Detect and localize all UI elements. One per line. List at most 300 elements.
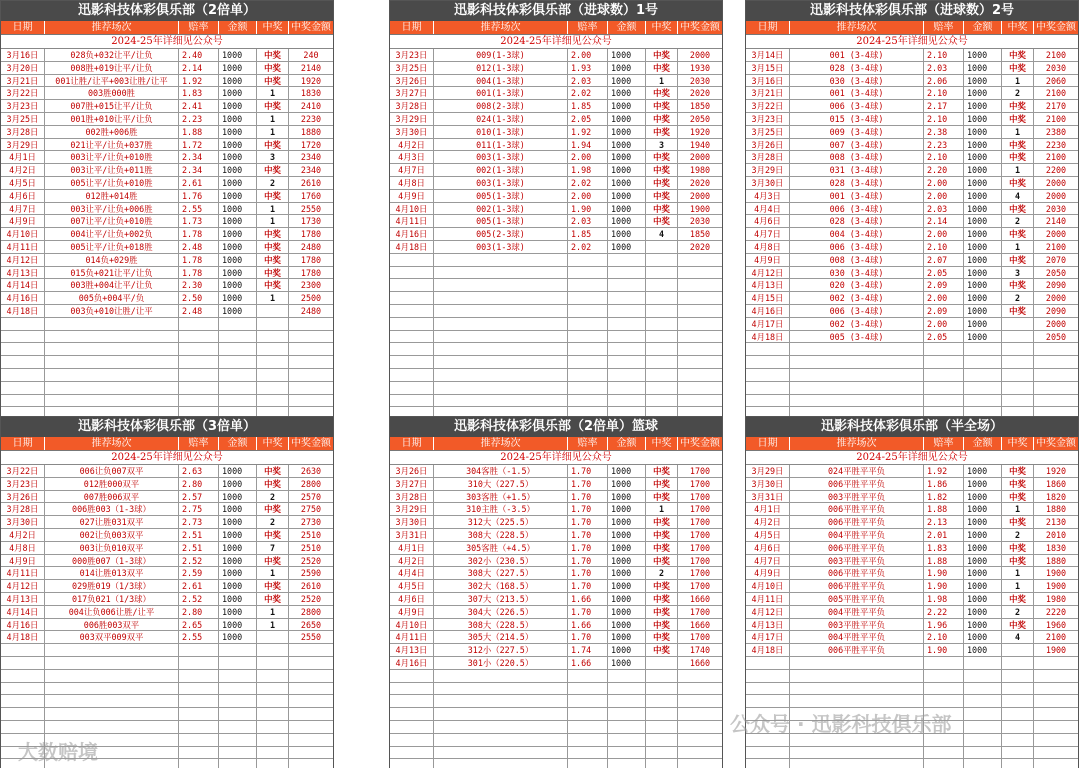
cell-odds: 1.73 [179,215,219,227]
cell-match: 002 (3-4球) [790,292,924,304]
cell-payout: 1700 [689,504,711,515]
cell-payout [678,670,722,682]
cell-odds: 1.85 [568,228,608,240]
table-row [746,279,1078,292]
table-panel-1 [0,0,334,434]
header-win: 中奖 [1002,21,1034,34]
cell-match [790,369,924,381]
cell-payout: 1820 [1045,491,1067,502]
cell-win [1002,318,1034,330]
cell-win [646,382,678,394]
cell-match: 304大（226.5） [434,606,568,618]
cell-odds: 1.90 [924,644,964,656]
table-row [1,87,333,100]
cell-odds: 1.70 [568,542,608,554]
cell-payout: 2300 [300,280,322,291]
cell-match: 005(1-3球) [434,215,568,227]
table-row [390,503,722,516]
cell-win: 中奖 [646,126,678,138]
table-row [1,369,333,382]
cell-match [434,747,568,759]
cell-match: 001 (3-4球) [790,190,924,202]
cell-amount [608,747,646,759]
cell-odds: 1.70 [568,478,608,490]
header-win: 中奖 [1002,437,1034,450]
cell-amount: 1000 [964,644,1002,656]
cell-date [746,395,790,407]
cell-amount: 1000 [219,87,257,99]
cell-odds: 2.34 [179,164,219,176]
table-row [390,241,722,254]
cell-date: 3月25日 [1,113,45,125]
header-match: 推荐场次 [790,21,924,34]
cell-date [390,369,434,381]
cell-date: 3月30日 [746,177,790,189]
cell-amount: 1000 [964,139,1002,151]
cell-amount: 1000 [608,87,646,99]
cell-date [1,382,45,394]
cell-odds: 2.59 [179,567,219,579]
cell-win: 中奖 [257,503,289,515]
cell-amount [608,708,646,720]
table-row [746,87,1078,100]
cell-amount: 1000 [608,241,646,253]
table-row [746,203,1078,216]
table-row [1,267,333,280]
header-payout: 中奖金额 [680,438,720,449]
cell-win: 3 [1002,267,1034,279]
header-match: 推荐场次 [45,21,179,34]
cell-amount [219,708,257,720]
cell-amount [219,382,257,394]
cell-match: 003双平009双平 [45,631,179,643]
cell-date [1,683,45,695]
cell-odds: 1.83 [179,87,219,99]
cell-odds: 1.66 [568,657,608,669]
cell-odds: 1.96 [924,619,964,631]
cell-amount: 1000 [608,228,646,240]
table-header [390,21,722,35]
cell-amount [964,657,1002,669]
cell-win: 1 [1002,503,1034,515]
cell-payout: 1660 [689,593,711,604]
header-match: 推荐场次 [434,21,568,34]
cell-payout [678,318,722,330]
cell-amount: 1000 [219,593,257,605]
cell-payout [678,382,722,394]
table-row [1,318,333,331]
cell-odds: 1.88 [924,555,964,567]
cell-payout [678,369,722,381]
table-panel-3 [745,0,1079,434]
table-row [1,190,333,203]
table-row [1,343,333,356]
cell-date [746,356,790,368]
table-panel-2 [389,0,723,434]
cell-odds: 1.98 [568,164,608,176]
cell-payout: 1850 [689,229,711,240]
cell-date: 4月18日 [390,241,434,253]
cell-odds: 1.70 [568,567,608,579]
cell-win: 1 [646,75,678,87]
cell-win: 2 [646,567,678,579]
cell-payout: 1760 [300,190,322,201]
cell-win [257,670,289,682]
cell-payout: 2100 [1045,152,1067,163]
cell-amount: 1000 [219,503,257,515]
cell-odds [179,670,219,682]
cell-win [1002,382,1034,394]
cell-odds [568,267,608,279]
table-row [746,606,1078,619]
cell-win: 2 [257,491,289,503]
header-odds: 赔率 [179,21,219,34]
cell-payout: 2070 [1045,254,1067,265]
table-note: 2024-25年详细见公众号 [1,35,333,49]
cell-match: 303客胜（+1.5） [434,491,568,503]
header-match: 推荐场次 [434,437,568,450]
cell-date: 4月10日 [390,203,434,215]
cell-payout: 1780 [300,229,322,240]
cell-odds [924,759,964,768]
cell-date [1,708,45,720]
cell-odds: 1.92 [924,465,964,477]
cell-payout: 2000 [689,50,711,60]
cell-date: 4月9日 [1,215,45,227]
table-row [1,254,333,267]
cell-date: 4月10日 [746,580,790,592]
table-row [746,113,1078,126]
cell-payout [289,382,333,394]
table-header [1,21,333,35]
cell-match: 308大（228.5） [434,619,568,631]
cell-amount [964,382,1002,394]
cell-date: 4月11日 [390,631,434,643]
cell-win: 中奖 [1002,516,1034,528]
cell-payout: 1900 [1045,568,1067,579]
cell-odds: 2.01 [924,529,964,541]
table-note: 2024-25年详细见公众号 [1,451,333,465]
cell-amount [964,734,1002,746]
cell-win: 中奖 [646,478,678,490]
cell-payout: 2570 [300,491,322,502]
table-panel-5 [389,416,723,768]
cell-odds [179,734,219,746]
table-row [390,542,722,555]
table-row [390,695,722,708]
cell-amount [608,670,646,682]
cell-date: 4月9日 [390,606,434,618]
cell-amount: 1000 [608,139,646,151]
table-row [390,164,722,177]
cell-match: 003(1-3球) [434,151,568,163]
table-row [1,631,333,644]
cell-payout: 2050 [689,113,711,124]
cell-odds: 2.50 [179,292,219,304]
cell-amount: 1000 [964,292,1002,304]
cell-payout: 1700 [689,542,711,553]
cell-win [646,747,678,759]
cell-match: 003胜000胜 [45,87,179,99]
table-row [746,62,1078,75]
cell-win: 中奖 [257,100,289,112]
header-amount: 金额 [219,437,257,450]
cell-match [790,670,924,682]
cell-amount [964,721,1002,733]
cell-win: 中奖 [646,644,678,656]
cell-payout: 1660 [689,619,711,630]
cell-odds: 2.61 [179,580,219,592]
cell-win [646,670,678,682]
cell-win: 中奖 [1002,228,1034,240]
cell-win: 中奖 [646,215,678,227]
cell-odds: 2.05 [924,331,964,343]
cell-amount [219,395,257,407]
cell-odds: 2.55 [179,631,219,643]
cell-win: 中奖 [646,529,678,541]
cell-amount: 1000 [964,305,1002,317]
cell-payout: 1900 [1045,645,1067,656]
cell-match: 005(1-3球) [434,190,568,202]
cell-win [257,631,289,643]
cell-date [390,254,434,266]
cell-odds [179,708,219,720]
cell-amount: 1000 [608,49,646,61]
cell-match [434,343,568,355]
cell-odds: 2.05 [924,267,964,279]
table-row [1,49,333,62]
cell-date: 4月15日 [746,292,790,304]
cell-odds: 2.41 [179,100,219,112]
cell-payout: 2410 [300,101,322,112]
table-row [1,683,333,696]
cell-match: 305大（214.5） [434,631,568,643]
cell-payout: 2090 [1045,305,1067,316]
cell-win [646,305,678,317]
cell-date: 4月7日 [390,164,434,176]
cell-payout [289,721,333,733]
cell-date [1,657,45,669]
cell-odds [568,382,608,394]
cell-win: 中奖 [257,190,289,202]
table-row [746,190,1078,203]
cell-win: 中奖 [646,100,678,112]
cell-payout [1034,683,1078,695]
cell-payout: 2230 [300,113,322,124]
cell-match: 008 (3-4球) [790,254,924,266]
cell-match: 012胜000双平 [45,478,179,490]
header-date: 日期 [390,21,434,34]
header-odds: 赔率 [568,21,608,34]
cell-odds: 2.14 [924,215,964,227]
cell-odds: 2.09 [924,305,964,317]
cell-odds [924,657,964,669]
cell-win [646,267,678,279]
cell-win: 1 [257,203,289,215]
table-row [1,113,333,126]
cell-odds [924,395,964,407]
cell-payout [1034,695,1078,707]
cell-date: 3月29日 [746,465,790,477]
cell-date: 3月28日 [390,491,434,503]
cell-payout: 2000 [689,152,711,163]
table-row [746,503,1078,516]
cell-win: 中奖 [646,606,678,618]
cell-payout: 2170 [1045,101,1067,112]
cell-payout: 1920 [689,126,711,137]
cell-odds: 2.65 [179,619,219,631]
table-row [746,305,1078,318]
cell-date: 4月7日 [746,228,790,240]
table-note: 2024-25年详细见公众号 [746,451,1078,465]
table-row [390,318,722,331]
cell-odds: 2.10 [924,151,964,163]
cell-date [390,695,434,707]
cell-date: 3月28日 [1,126,45,138]
cell-odds: 1.90 [568,203,608,215]
cell-odds: 2.14 [179,62,219,74]
header-date: 日期 [746,437,790,450]
table-row [1,151,333,164]
cell-payout: 2800 [300,478,322,489]
cell-odds: 1.92 [568,126,608,138]
table-row [746,126,1078,139]
cell-amount [219,343,257,355]
cell-payout: 1740 [689,645,711,656]
cell-odds [568,759,608,768]
cell-odds: 1.70 [568,465,608,477]
table-row [390,100,722,113]
cell-date: 3月29日 [390,113,434,125]
cell-payout [289,708,333,720]
cell-amount [608,683,646,695]
cell-odds [568,279,608,291]
cell-match: 017负021（1/3球） [45,593,179,605]
cell-win [257,382,289,394]
table-row [1,491,333,504]
cell-payout [289,683,333,695]
cell-odds: 2.00 [924,177,964,189]
cell-amount: 1000 [219,75,257,87]
table-row [746,529,1078,542]
cell-win: 中奖 [646,542,678,554]
cell-payout: 2200 [1045,165,1067,176]
table-row [1,529,333,542]
cell-win: 中奖 [257,478,289,490]
cell-date: 4月1日 [746,503,790,515]
cell-payout: 2030 [689,75,711,86]
cell-odds [568,747,608,759]
cell-amount: 1000 [964,331,1002,343]
cell-date: 4月12日 [1,254,45,266]
cell-odds [568,356,608,368]
table-row [746,491,1078,504]
table-row [746,747,1078,760]
cell-date: 3月26日 [390,465,434,477]
cell-amount [964,356,1002,368]
cell-payout [678,708,722,720]
cell-match: 004让平/让负+002负 [45,228,179,240]
panel-title: 迅影科技体彩俱乐部（3倍单） [1,417,333,437]
cell-date: 3月21日 [1,75,45,87]
cell-amount [608,292,646,304]
cell-win: 中奖 [257,593,289,605]
cell-match: 004平胜平平负 [790,529,924,541]
cell-date: 3月23日 [1,100,45,112]
table-row [746,292,1078,305]
table-row [390,49,722,62]
cell-amount: 1000 [964,555,1002,567]
table-row [390,619,722,632]
cell-win: 中奖 [646,619,678,631]
cell-odds: 1.70 [568,580,608,592]
cell-payout: 2020 [689,241,711,252]
cell-odds: 2.34 [179,151,219,163]
cell-match [790,759,924,768]
cell-date: 4月12日 [1,580,45,592]
cell-date: 3月26日 [746,139,790,151]
cell-odds: 2.52 [179,593,219,605]
cell-match: 002让负003双平 [45,529,179,541]
cell-win [257,721,289,733]
cell-win: 1 [257,567,289,579]
cell-odds: 1.90 [924,567,964,579]
cell-win [646,695,678,707]
cell-odds: 2.30 [179,279,219,291]
cell-payout: 2220 [1045,606,1067,617]
cell-amount: 1000 [964,62,1002,74]
cell-payout [678,305,722,317]
cell-match: 029胜019（1/3球） [45,580,179,592]
table-row [746,267,1078,280]
table-row [746,478,1078,491]
cell-win: 中奖 [646,631,678,643]
cell-payout: 1830 [1045,542,1067,553]
cell-amount: 1000 [608,100,646,112]
cell-odds [179,331,219,343]
cell-date [390,395,434,407]
cell-amount [964,369,1002,381]
cell-odds [568,343,608,355]
cell-odds: 2.03 [924,62,964,74]
cell-match: 020 (3-4球) [790,279,924,291]
cell-match: 308大（228.5） [434,529,568,541]
cell-match [434,721,568,733]
cell-win: 中奖 [1002,305,1034,317]
cell-match: 302大（168.5） [434,580,568,592]
cell-odds: 1.88 [924,503,964,515]
cell-date: 3月25日 [746,126,790,138]
cell-amount: 1000 [964,516,1002,528]
header-match: 推荐场次 [790,437,924,450]
cell-payout: 2520 [300,593,322,604]
cell-match [434,369,568,381]
cell-match: 003平胜平平负 [790,491,924,503]
cell-date: 4月5日 [746,529,790,541]
cell-odds: 1.66 [568,619,608,631]
cell-amount [608,267,646,279]
table-row [390,75,722,88]
cell-win: 中奖 [1002,151,1034,163]
cell-payout [1034,382,1078,394]
cell-payout: 2650 [300,619,322,630]
cell-date: 4月18日 [746,331,790,343]
cell-amount [608,331,646,343]
cell-amount: 1000 [608,465,646,477]
cell-amount: 1000 [608,113,646,125]
cell-win [646,318,678,330]
cell-match: 003(1-3球) [434,241,568,253]
